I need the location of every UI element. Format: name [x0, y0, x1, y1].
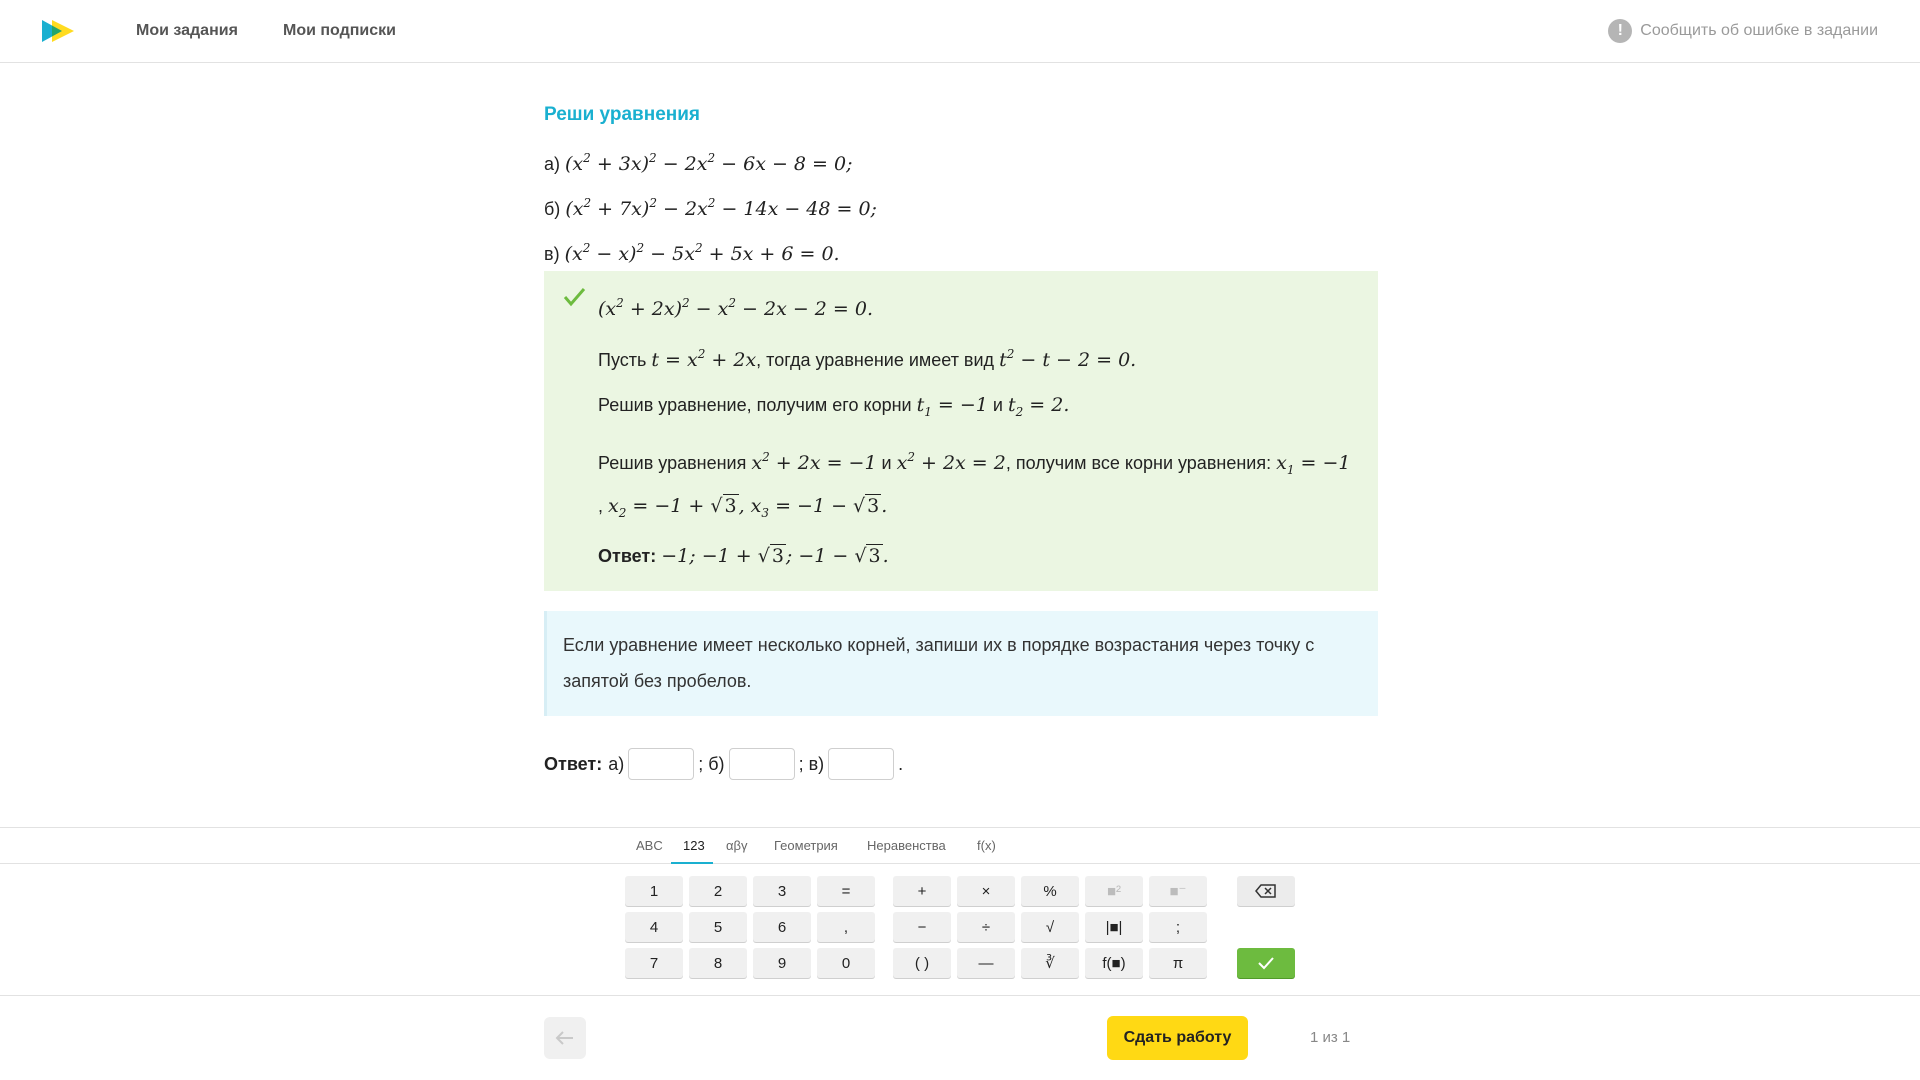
solution-step: $(x^2 + 2x)^2 - x^2 - 2x - 2 = 0$. [598, 296, 874, 320]
key-minus[interactable]: − [893, 912, 951, 942]
solution-answer-label: Ответ: [598, 546, 657, 567]
check-icon [1257, 956, 1275, 970]
nav-my-subscriptions[interactable]: Мои подписки [283, 22, 397, 39]
equation-expression: $(x^2 + 3x)^2 - 2x^2 - 6x - 8 = 0$; [565, 151, 853, 175]
key-5[interactable]: 5 [689, 912, 747, 942]
warning-icon: ! [1608, 19, 1632, 43]
answer-label: Ответ: [544, 753, 603, 774]
key-power[interactable]: ■⁻ [1149, 876, 1207, 906]
key-multiply[interactable]: × [957, 876, 1015, 906]
equation-line [544, 226, 1378, 271]
key-divide[interactable]: ÷ [957, 912, 1015, 942]
submit-button[interactable]: Сдать работу [1107, 1016, 1248, 1060]
tab-greek[interactable]: αβγ [726, 838, 748, 853]
answer-input-a[interactable] [628, 748, 694, 780]
answer-part-b-label: ; б) [698, 753, 725, 774]
key-1[interactable]: 1 [625, 876, 683, 906]
footer [0, 997, 1920, 1080]
tab-inequalities[interactable]: Неравенства [867, 838, 946, 853]
key-fraction[interactable]: — [957, 948, 1015, 978]
answer-part-c-label: ; в) [798, 753, 825, 774]
key-backspace[interactable] [1237, 876, 1295, 906]
equation-list [544, 136, 1378, 271]
backspace-icon [1255, 884, 1277, 898]
task-content [544, 104, 1378, 780]
key-semicolon[interactable]: ; [1149, 912, 1207, 942]
key-parentheses[interactable]: ( ) [893, 948, 951, 978]
equation-expression: $(x^2 + 7x)^2 - 2x^2 - 14x - 48 = 0$; [565, 196, 877, 220]
key-abs[interactable]: |■| [1085, 912, 1143, 942]
answer-part-a-label: а) [608, 753, 625, 774]
task-title: Реши уравнения [544, 104, 701, 125]
answer-row [544, 748, 1378, 780]
solution-steps [598, 281, 1362, 534]
keyboard-tabs [0, 827, 1920, 864]
key-plus[interactable]: + [893, 876, 951, 906]
key-comma[interactable]: , [817, 912, 875, 942]
solution-panel [544, 271, 1378, 591]
key-function[interactable]: f(■) [1085, 948, 1143, 978]
page-counter: 1 из 1 [1310, 1029, 1351, 1046]
math-keyboard [0, 864, 1920, 996]
top-header [0, 0, 1920, 63]
back-button[interactable] [544, 1017, 586, 1059]
report-error-link[interactable] [1608, 19, 1878, 43]
equation-prefix: б) [544, 199, 566, 219]
logo-icon[interactable] [40, 18, 76, 44]
nav-my-tasks[interactable]: Мои задания [136, 22, 238, 39]
key-equals[interactable]: = [817, 876, 875, 906]
solution-step: Решив уравнения $x^2 + 2x = -1$ и $x^2 + 2x = 2$, получим все корни уравнения: $x_1 = -1$ , $x_2 = -1$ + √ 3 , $x_3 = -1$ − √ 3 . [598, 449, 1351, 520]
solution-step: Пусть $t = x^2 + 2x$, тогда уравнение имеет вид $t^2 - t - 2 = 0$. [598, 347, 1137, 371]
key-4[interactable]: 4 [625, 912, 683, 942]
answer-end-dot: . [898, 753, 904, 774]
left-arrow-icon [555, 1031, 575, 1045]
report-error-label: Сообщить об ошибке в задании [1640, 22, 1878, 39]
key-square[interactable]: ■² [1085, 876, 1143, 906]
key-7[interactable]: 7 [625, 948, 683, 978]
key-nth-root[interactable]: ∛ [1021, 948, 1079, 978]
tab-abc[interactable]: ABC [636, 838, 663, 853]
equation-expression: $(x^2 - x)^2 - 5x^2 + 5x + 6 = 0$. [564, 241, 840, 265]
key-sqrt[interactable]: √ [1021, 912, 1079, 942]
hint-box: Если уравнение имеет несколько корней, запиши их в порядке возрастания через точку с запятой без пробелов. [544, 611, 1378, 716]
checkmark-icon [562, 285, 586, 309]
key-3[interactable]: 3 [753, 876, 811, 906]
equation-prefix: в) [544, 244, 565, 264]
key-pi[interactable]: π [1149, 948, 1207, 978]
tab-geometry[interactable]: Геометрия [774, 838, 838, 853]
key-0[interactable]: 0 [817, 948, 875, 978]
answer-input-b[interactable] [729, 748, 795, 780]
equation-prefix: а) [544, 154, 566, 174]
tab-functions[interactable]: f(x) [977, 838, 996, 853]
key-percent[interactable]: % [1021, 876, 1079, 906]
equation-line [544, 181, 1378, 226]
key-9[interactable]: 9 [753, 948, 811, 978]
solution-step: Решив уравнение, получим его корни $t_1 = -1$ и $t_2 = 2$. [598, 394, 1070, 419]
tab-123[interactable]: 123 [683, 838, 705, 853]
equation-line [544, 136, 1378, 181]
answer-input-c[interactable] [828, 748, 894, 780]
solution-answer [598, 534, 1362, 579]
key-2[interactable]: 2 [689, 876, 747, 906]
solution-answer-value: −1; −1 + √ 3 ; −1 − √ 3 . [661, 545, 889, 568]
key-6[interactable]: 6 [753, 912, 811, 942]
key-confirm[interactable] [1237, 948, 1295, 978]
key-8[interactable]: 8 [689, 948, 747, 978]
